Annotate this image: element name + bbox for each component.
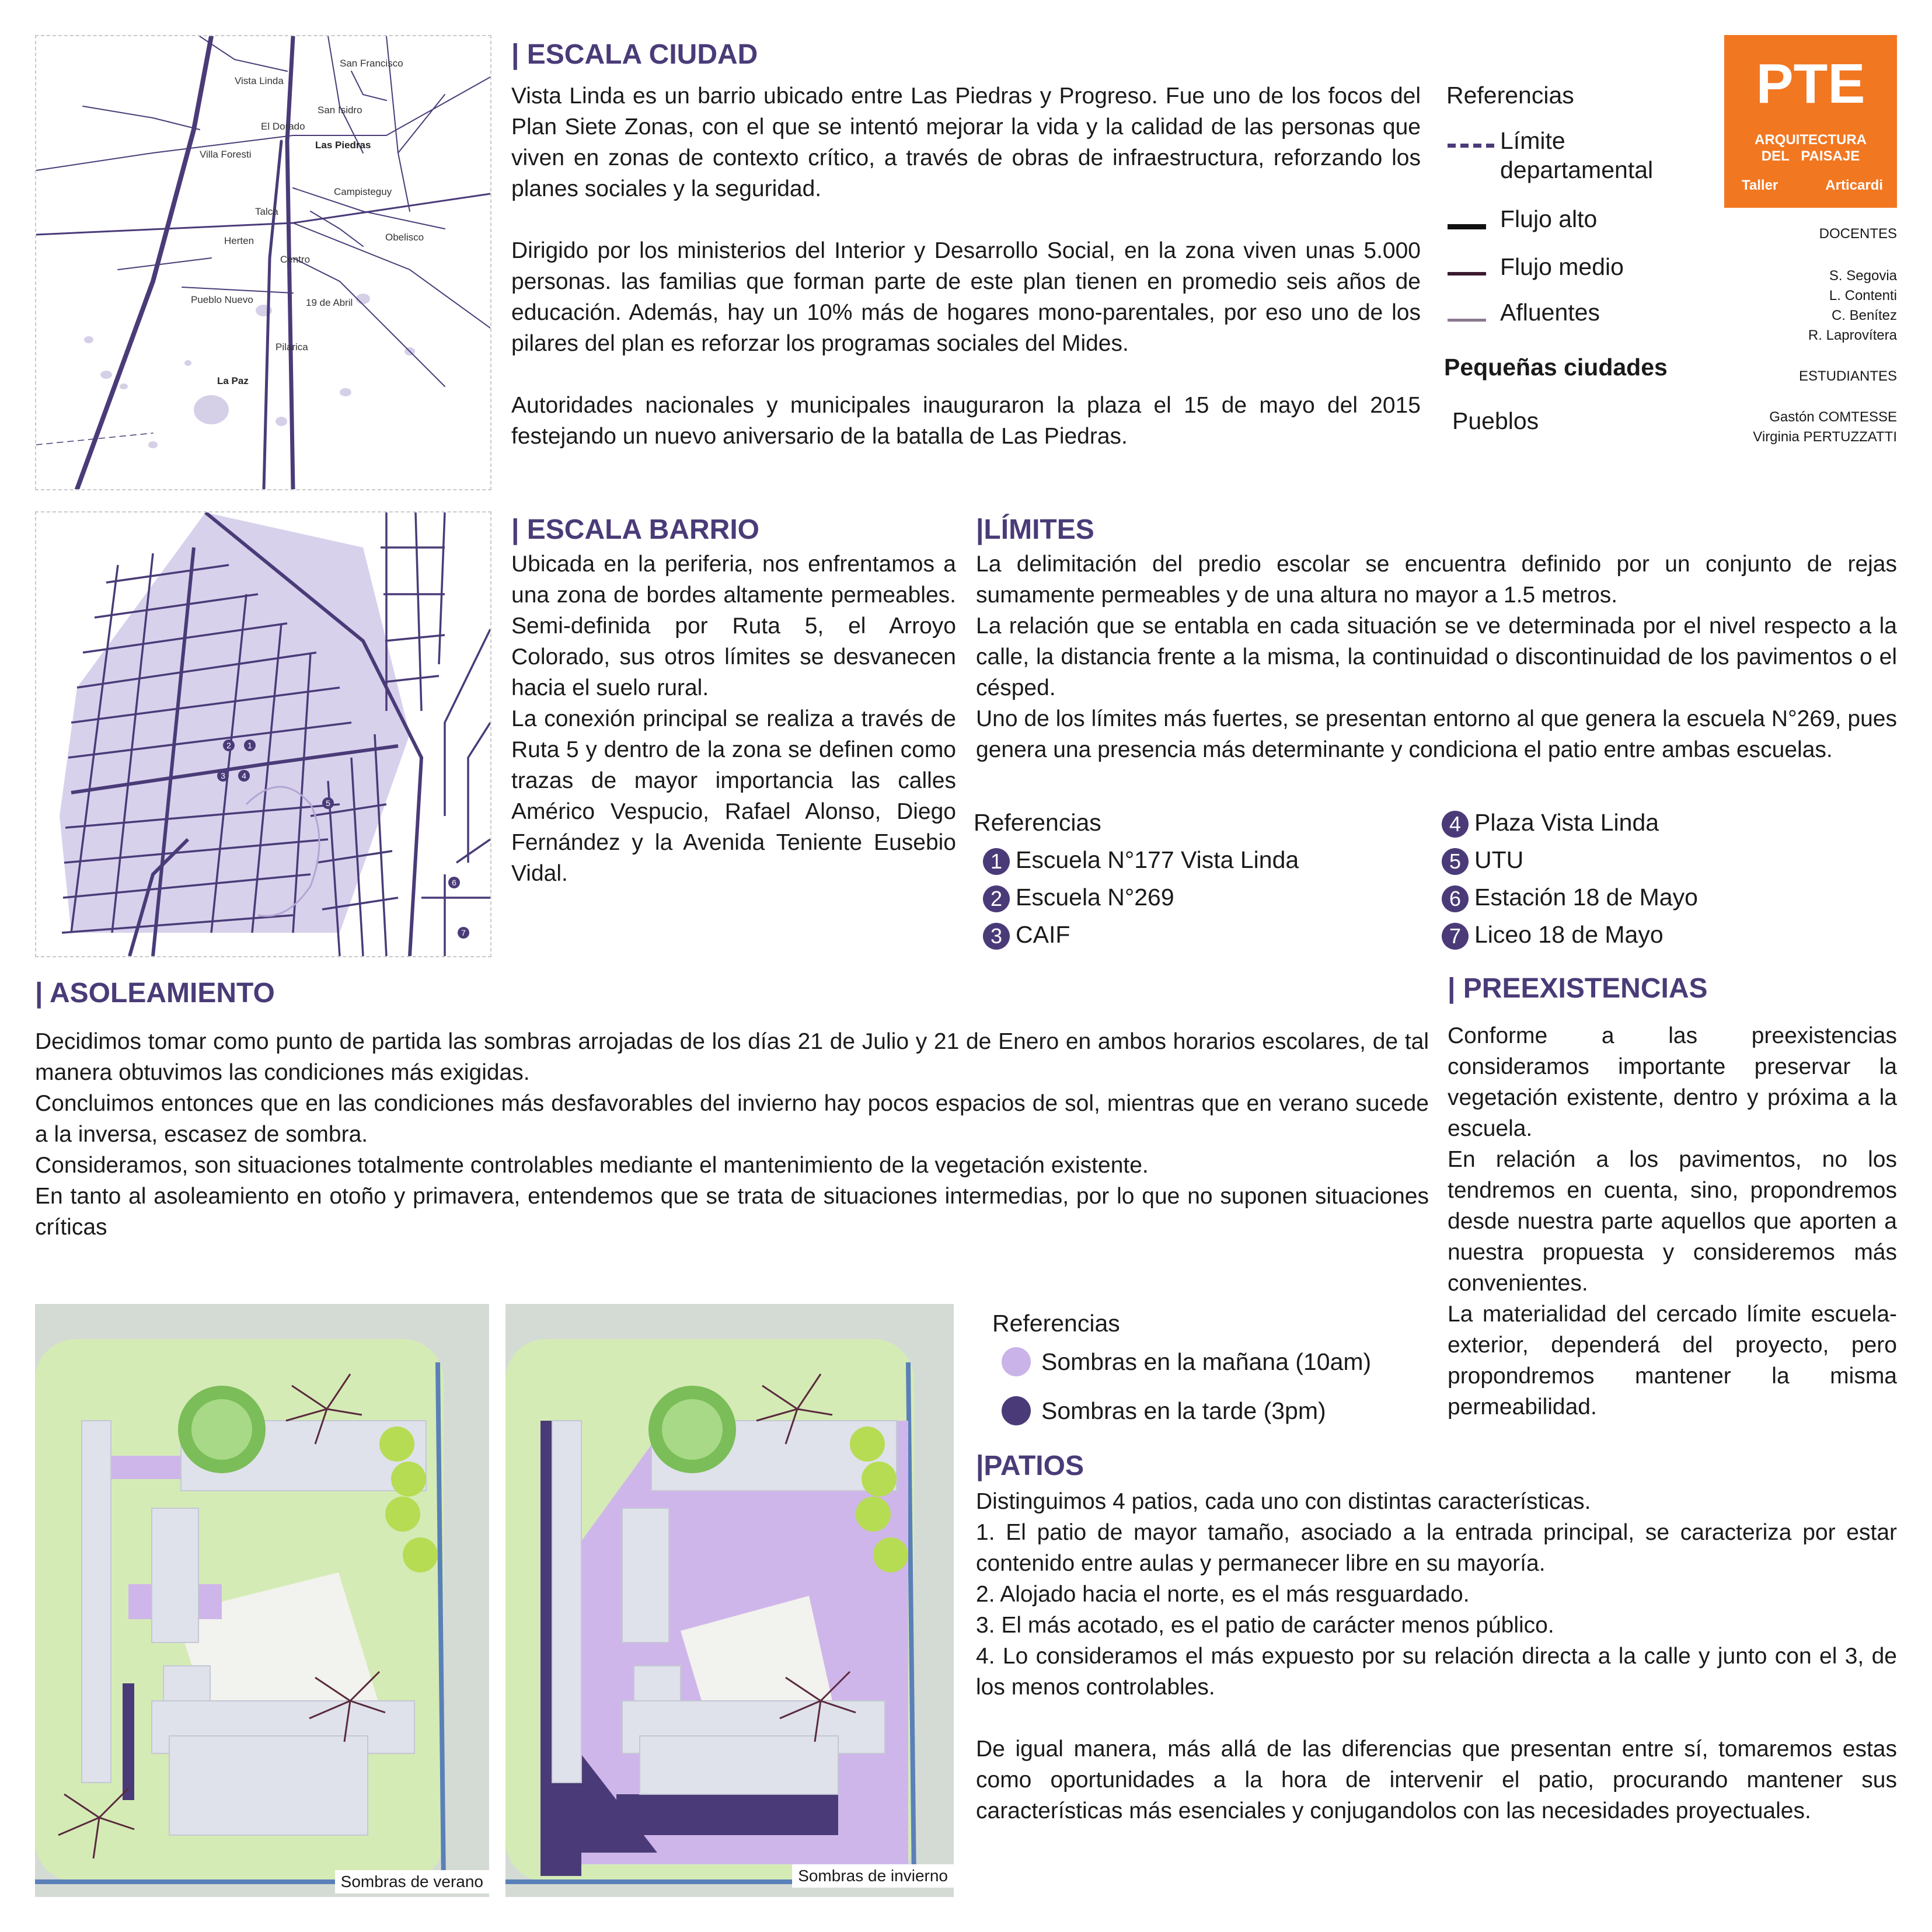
list-item: 4. Lo consideramos el más expuesto por su relación directa a la calle y junto con el 3, de los menos controlables.	[976, 1644, 1897, 1700]
marker-3: 3	[221, 771, 225, 780]
paragraph: La delimitación del predio escolar se encuentra definido por un conjunto de rejas sumamente permeables y de una altura no mayor a 1.5 metros.	[976, 552, 1897, 608]
preexistencias-text	[1448, 1020, 1897, 1422]
tarde-swatch	[1002, 1396, 1031, 1425]
patios-text	[976, 1486, 1897, 1826]
pte-badge	[1724, 35, 1897, 208]
sombras-invierno-render	[505, 1304, 954, 1897]
ref-item-6	[1442, 883, 1698, 912]
manana-swatch	[1002, 1347, 1031, 1376]
city-map	[35, 35, 491, 490]
paragraph: En tanto al asoleamiento en otoño y primavera, entendemos que se trata de situaciones intermedias, por lo que no suponen situaciones críticas	[35, 1184, 1429, 1240]
tarde-label: Sombras en la tarde (3pm)	[1041, 1397, 1326, 1424]
ref-label: CAIF	[1016, 921, 1070, 948]
city-label: Las Piedras	[315, 140, 371, 151]
escala-ciudad-heading: | ESCALA CIUDAD	[511, 39, 758, 70]
pequenas-ciudades-label: Pequeñas ciudades	[1444, 354, 1668, 381]
flujo-medio-swatch	[1448, 272, 1486, 275]
caption-verano: Sombras de verano	[335, 1870, 489, 1893]
estudiante: Gastón COMTESSE	[1769, 409, 1897, 425]
marker-4: 4	[242, 771, 246, 780]
city-label: Talca	[255, 206, 278, 217]
docente: S. Segovia	[1829, 268, 1897, 284]
sombras-verano-render	[35, 1304, 489, 1897]
ref-item-4	[1442, 808, 1659, 838]
paragraph: Decidimos tomar como punto de partida las sombras arrojadas de los días 21 de Julio y 21 de Enero en ambos horarios escolares, de tal manera obtuvimos las condiciones más exigidas.	[35, 1029, 1429, 1085]
barrio-map	[35, 511, 491, 957]
escala-barrio-text	[511, 549, 956, 889]
ref-label: Plaza Vista Linda	[1474, 809, 1659, 836]
patios-heading: |PATIOS	[976, 1450, 1084, 1481]
marker-6: 6	[452, 878, 456, 887]
paragraph: La conexión principal se realiza a través de Ruta 5 y dentro de la zona se definen como trazas de mayor importancia las calles Américo Vespucio, Rafael Alonso, Diego Fernández y la Avenida Teniente Eusebio Vidal.	[511, 706, 956, 886]
ref-number: 1	[983, 848, 1010, 875]
ref-number: 5	[1442, 848, 1469, 875]
city-label: Villa Foresti	[200, 149, 252, 160]
badge-articardi: Articardi	[1825, 177, 1883, 193]
invierno-site-drawing	[505, 1304, 954, 1897]
ref-item-7	[1442, 920, 1664, 950]
city-label: El Dorado	[261, 121, 305, 132]
city-label: Vista Linda	[235, 75, 284, 86]
barrio-refs-heading: Referencias	[974, 809, 1101, 836]
docente: L. Contenti	[1829, 288, 1897, 304]
estudiante: Virginia PERTUZZATTI	[1753, 429, 1897, 445]
ref-number: 7	[1442, 923, 1469, 950]
ref-number: 2	[983, 885, 1010, 912]
city-label: Pilarica	[275, 341, 308, 353]
paragraph: Autoridades nacionales y municipales inauguraron la plaza el 15 de mayo del 2015 festejando un nuevo aniversario de la batalla de Las Piedras.	[511, 393, 1421, 449]
city-label: Centro	[280, 254, 311, 265]
paragraph: Concluimos entonces que en las condiciones más desfavorables del invierno hay pocos espacios de sol, mientras que en verano sucede a la inversa, escasez de sombra.	[35, 1091, 1429, 1147]
list-item: 3. El más acotado, es el patio de carácter menos público.	[976, 1613, 1554, 1638]
ref-label: Liceo 18 de Mayo	[1474, 921, 1664, 948]
city-label: La Paz	[217, 375, 249, 386]
ciudad-refs-heading: Referencias	[1446, 82, 1574, 109]
badge-title: PTE	[1756, 53, 1865, 115]
estudiantes-heading: ESTUDIANTES	[1798, 368, 1897, 384]
ref-item-2	[983, 883, 1174, 912]
paragraph: Conforme a las preexistencias consideramos importante preservar la vegetación existente, dentro y próxima a la escuela.	[1448, 1023, 1897, 1141]
badge-taller: Taller	[1742, 177, 1778, 193]
limites-text	[976, 549, 1897, 765]
paragraph: Ubicada en la periferia, nos enfrentamos a una zona de bordes altamente permeables. Semi-definida por Ruta 5, el Arroyo Colorado, sus otros límites se desvanecen hacia el suelo rural.	[511, 552, 956, 700]
ref-number: 6	[1442, 885, 1469, 912]
docentes-heading: DOCENTES	[1819, 226, 1897, 242]
paragraph: Vista Linda es un barrio ubicado entre Las Piedras y Progreso. Fue uno de los focos del Plan Siete Zonas, con el que se intentó mejorar la vida y la calidad de las personas que viven en zonas de contexto crítico, a través de obras de infraestructura, reforzando los planes sociales y la seguridad.	[511, 83, 1421, 201]
city-label: Campisteguy	[334, 186, 392, 197]
paragraph: Distinguimos 4 patios, cada uno con distintas características.	[976, 1489, 1591, 1514]
sombras-refs-heading: Referencias	[992, 1310, 1120, 1337]
paragraph: En relación a los pavimentos, no los tendremos en cuenta, sino, propondremos desde nuestra parte aquellos que aporten a nuestra propuesta y consideremos más convenientes.	[1448, 1147, 1897, 1296]
flujo-medio-label: Flujo medio	[1500, 253, 1624, 280]
asoleamiento-heading: | ASOLEAMIENTO	[35, 978, 275, 1009]
list-item: 2. Alojado hacia el norte, es el más resguardado.	[976, 1582, 1470, 1607]
ref-item-1	[983, 845, 1299, 875]
afluentes-label: Afluentes	[1500, 299, 1600, 326]
limite-departamental-swatch	[1448, 144, 1494, 148]
ref-item-3	[983, 920, 1070, 950]
ref-label: Estación 18 de Mayo	[1474, 884, 1698, 911]
afluentes-swatch	[1448, 319, 1486, 322]
verano-site-drawing	[35, 1304, 489, 1897]
ref-number: 3	[983, 923, 1010, 950]
marker-1: 1	[247, 741, 252, 750]
marker-5: 5	[326, 798, 330, 808]
barrio-map-drawing	[36, 512, 490, 956]
ref-number: 4	[1442, 811, 1469, 838]
list-item: 1. El patio de mayor tamaño, asociado a la entrada principal, se caracteriza por estar contenido entre aulas y permanecer libre en su mayoría.	[976, 1520, 1897, 1576]
asoleamiento-text	[35, 1026, 1429, 1243]
preexistencias-heading: | PREEXISTENCIAS	[1448, 973, 1708, 1004]
paragraph: La relación que se entabla en cada situación se ve determinada por el nivel respecto a la calle, la distancia frente a la misma, la continuidad o discontinuidad de los pavimentos o el césped.	[976, 613, 1897, 700]
escala-barrio-heading: | ESCALA BARRIO	[511, 514, 759, 545]
limite-label: Límite departamental	[1500, 127, 1654, 183]
marker-7: 7	[461, 928, 466, 937]
badge-subtitle: ARQUITECTURA	[1755, 132, 1867, 148]
limites-heading: |LÍMITES	[976, 514, 1094, 545]
manana-label: Sombras en la mañana (10am)	[1041, 1348, 1372, 1375]
escala-ciudad-text	[511, 81, 1421, 452]
ref-label: Escuela N°269	[1016, 884, 1174, 911]
city-label: San Isidro	[318, 104, 362, 116]
city-label: San Francisco	[340, 58, 403, 69]
paragraph: La materialidad del cercado límite escuela-exterior, dependerá del proyecto, pero propondremos mantener la misma permeabilidad.	[1448, 1302, 1897, 1420]
city-label: 19 de Abril	[306, 297, 353, 308]
city-map-drawing	[36, 36, 490, 489]
flujo-alto-swatch	[1448, 224, 1486, 229]
docente: R. Laprovítera	[1808, 327, 1897, 343]
city-label: Pueblo Nuevo	[191, 294, 253, 305]
docente: C. Benítez	[1831, 308, 1897, 323]
paragraph: Dirigido por los ministerios del Interior y Desarrollo Social, en la zona viven unas 5.000 personas. las familias que forman parte de este plan tienen en promedio seis años de educación. Además, hay un 10% más de hogares mono-parentales, por eso uno de los pilares del plan es reforzar los programas sociales del Mides.	[511, 238, 1421, 356]
city-label: Herten	[224, 235, 254, 246]
ref-label: UTU	[1474, 846, 1524, 873]
ref-label: Escuela N°177 Vista Linda	[1016, 846, 1299, 873]
flujo-alto-label: Flujo alto	[1500, 205, 1598, 232]
caption-invierno: Sombras de invierno	[792, 1864, 954, 1888]
paragraph: De igual manera, más allá de las diferencias que presentan entre sí, tomaremos estas como oportunidades a la hora de intervenir el patio, procurando mantener sus características más esenciales y conjugandolos con las necesidades proyectuales.	[976, 1736, 1897, 1823]
ref-item-5	[1442, 845, 1523, 875]
pueblos-label: Pueblos	[1452, 407, 1539, 434]
badge-subtitle: DEL PAISAJE	[1761, 148, 1860, 164]
paragraph: Consideramos, son situaciones totalmente controlables mediante el mantenimiento de la vegetación existente.	[35, 1153, 1149, 1178]
paragraph: Uno de los límites más fuertes, se presentan entorno al que genera la escuela N°269, pues genera una presencia más determinante y condiciona el patio entre ambas escuelas.	[976, 706, 1897, 762]
marker-2: 2	[226, 741, 231, 750]
city-label: Obelisco	[385, 232, 424, 243]
